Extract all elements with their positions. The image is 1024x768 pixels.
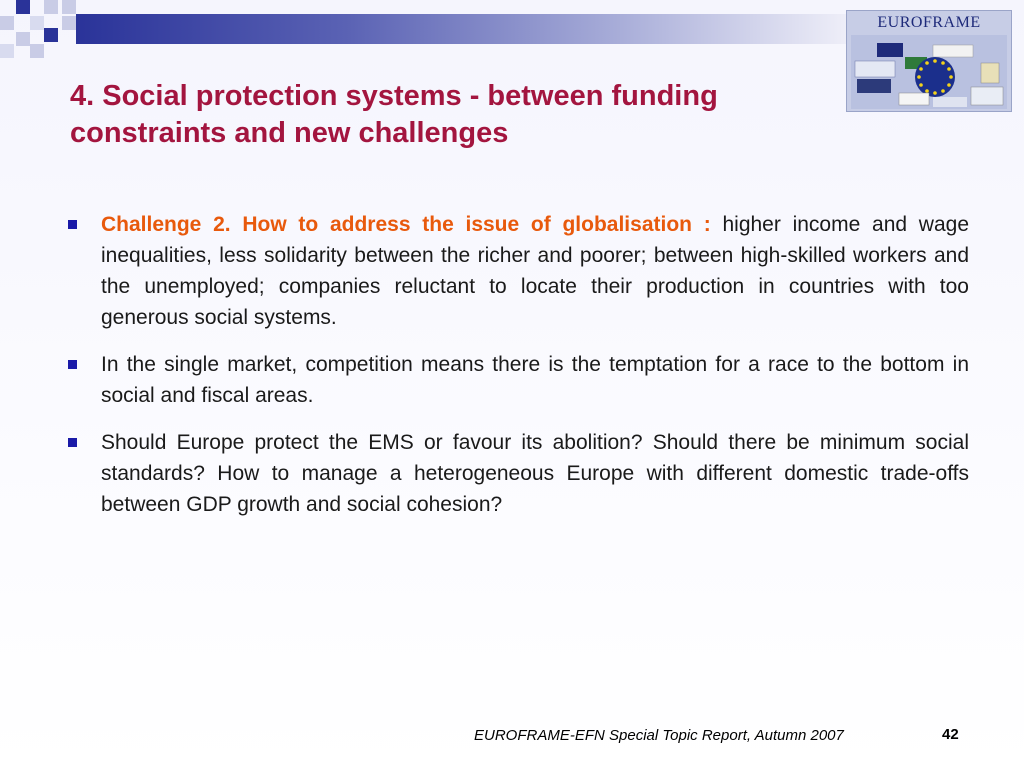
euroframe-logo <box>846 10 1012 112</box>
bullet-text: Should Europe protect the EMS or favour its abolition? Should there be minimum social standards? How to manage a heterogeneous Europe with different domestic trade-offs between GDP growth and social cohesion? <box>101 431 969 516</box>
logo-title: EUROFRAME <box>877 14 981 31</box>
bullet-item <box>66 209 969 333</box>
square-bullet-icon <box>68 360 77 369</box>
bullet-highlight: Challenge 2. How to address the issue of globalisation : <box>101 213 711 236</box>
partner-institutes-logo-art <box>851 35 1007 109</box>
bullet-list <box>66 209 969 536</box>
page-number: 42 <box>942 726 959 743</box>
bullet-body: higher income and wage inequalities, less solidarity between the richer and poorer; between high-skilled workers and the unemployed; companies reluctant to locate their production in countries with too generous social systems. <box>101 213 969 329</box>
slide-title: 4. Social protection systems - between funding constraints and new challenges <box>70 80 718 149</box>
header-bar <box>76 14 846 44</box>
bullet-item <box>66 349 969 411</box>
bullet-text: In the single market, competition means there is the temptation for a race to the bottom in social and fiscal areas. <box>101 353 969 407</box>
bullet-text <box>101 209 969 333</box>
square-bullet-icon <box>68 438 77 447</box>
square-bullet-icon <box>68 220 77 229</box>
footer-text: EUROFRAME-EFN Special Topic Report, Autumn 2007 <box>474 727 844 744</box>
bullet-item <box>66 427 969 520</box>
